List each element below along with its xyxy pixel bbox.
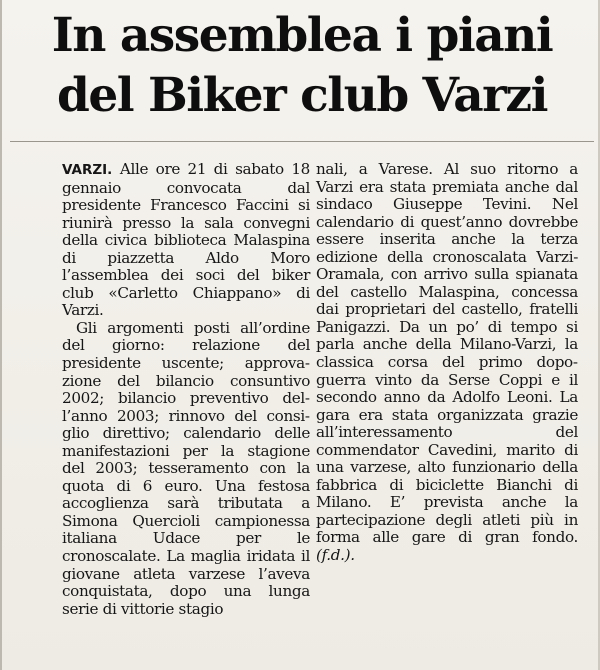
headline-divider [10,141,594,142]
paragraph-2: Gli argomenti posti all’ordine del giorno: relazione del presidente uscente; approvazione del bilancio consuntivo 2002; bilancio preventivo dell’anno 2003; rinnovo del consiglio direttivo; calendario delle manifestazioni per la stagione del 2003; tesseramento con la quota di 6 euro. Una festosa accoglienza sarà tributata a Simona Quercioli campionessa italiana Udace per le cronoscalate. La maglia iridata il giovane atleta varzese l’aveva conquistata, dopo una lunga serie di vittorie stagio [62,318,310,618]
author-signature: (f.d.). [316,546,355,565]
paragraph-1 [62,161,310,320]
article-column-right [316,161,578,565]
headline-line-2: del Biker club Varzi [57,68,547,123]
headline-line-1: In assemblea i piani [51,8,553,63]
headline [2,6,600,126]
paragraph-2-continued [316,161,578,565]
paragraph-1-text: Alle ore 21 di sabato 18 gennaio convocata dal presidente Francesco Faccini si riunirà presso la sala convegni della civica biblioteca Malaspina di piazzetta Aldo Moro l’assemblea dei soci del biker club «Carletto Chiappano» di Varzi. [62,160,310,320]
dateline: VARZI. [62,162,113,178]
article-column-left [62,161,310,618]
paragraph-2-continued-text: nali, a Varese. Al suo ritorno a Varzi era stata premiata anche dal sindaco Giuseppe Tevini. Nel calendario di quest’anno dovrebbe essere inserita anche la terza edizione della cronoscalata Varzi-Oramala, con arrivo sulla spianata del castello Malaspina, concessa dai proprietari del castello, fratelli Panigazzi. Da un po’ di tempo si parla anche della Milano-Varzi, la classica corsa del primo dopoguerra vinto da Serse Coppi e il secondo anno da Adolfo Leoni. La gara era stata organizzata grazie all’interessamento del commendator Cavedini, marito di una varzese, alto funzionario della fabbrica di biciclette Bianchi di Milano. E’ prevista anche la partecipazione degli atleti più in forma alle gare di gran fondo. [316,160,578,547]
